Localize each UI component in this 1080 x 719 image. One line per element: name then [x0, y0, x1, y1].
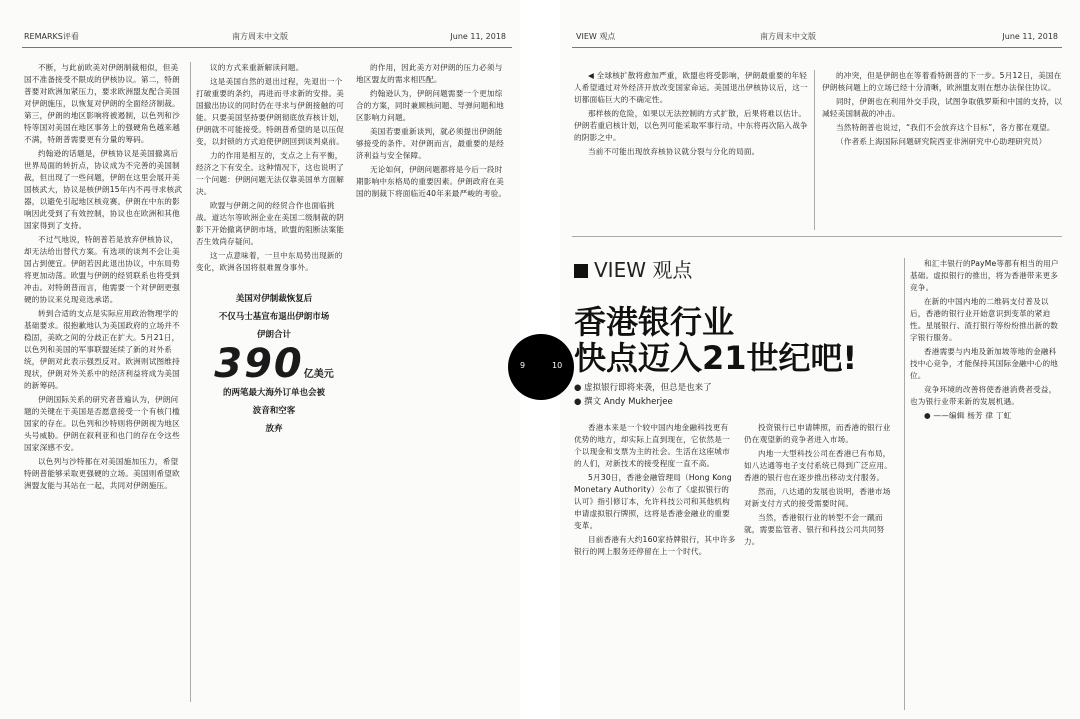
page-number-badge: [508, 334, 574, 400]
right-header-rule: [572, 47, 1062, 48]
right-top-col1-paragraph: 那样核的危险，如果以无法控制的方式扩散，后果将难以估计。伊朗若重启核计划，以色列可能采取军事行动，中东将再次陷入战争的阴影之中。: [574, 109, 808, 142]
left-col2-paragraph: 欧盟与伊朗之间的经贸合作也面临挑战。道达尔等欧洲企业在美国二级制裁的阴影下开始撤离伊朗市场，欧盟的阻断法案能否生效尚存疑问。: [196, 201, 345, 246]
article-headline: [574, 304, 857, 376]
left-col3-paragraph: 约翰逊认为，伊朗问题需要一个更加综合的方案，同时兼顾核问题、导弹问题和地区影响力问题。: [356, 89, 505, 122]
right-page-number: 10: [552, 361, 563, 370]
right-bottom-col2-paragraph: 然而，八达通的发展也说明，香港市场对新支付方式的接受需要时间。: [744, 487, 891, 508]
left-page-number: 9: [520, 361, 526, 370]
left-column-1: [24, 62, 184, 712]
right-bottom-col2-paragraph: 当然，香港银行业的转型不会一蹴而就，需要监管者、银行和科技公司共同努力。: [744, 513, 885, 546]
right-top-col2-paragraph: 的冲突，但是伊朗也在等着看特朗普的下一步。5月12日，美国在伊朗核问题上的立场已经十分清晰，欧洲盟友则在想办法保住协议。: [822, 71, 1062, 92]
left-col2-paragraph: 这一点意味着，一旦中东局势出现新的变化，欧洲各国将很难置身事外。: [196, 251, 343, 272]
right-date: June 11, 2018: [1002, 32, 1058, 41]
right-bottom-column-1: [574, 422, 736, 712]
right-page: [560, 0, 1080, 719]
right-section-rule: [572, 236, 1062, 237]
right-column-divider-bottom: [904, 258, 905, 710]
pull-quote-line3: 伊朗合计: [256, 330, 291, 340]
pull-quote-line2: 不仅马士基宣布退出伊朗市场: [218, 312, 330, 322]
left-col1-paragraph: 转到合适的支点是实际应用政治物理学的基础要求。很抱歉地认为美国政府的立场并不稳固，美欧之间的分歧正在扩大。5月21日，以色列和美国的军事联盟延续了新的对外系统，伊朗对此表示强烈反对。欧洲则试图维持现状，伊朗对外关系中的经济利益将成为美国的新筹码。: [24, 309, 180, 390]
right-top-col1-paragraph: ◀ 全球核扩散将愈加严重，欧盟也将受影响，伊朗最重要的年轻人希望通过对外经济开放改变国家命运。美国退出伊核协议后，这一切都面临巨大的不确定性。: [574, 71, 808, 104]
right-bottom-col3-paragraph: 竞争环境的改善将使香港消费者受益，也为银行业带来新的发展机遇。: [910, 385, 1057, 406]
left-column-3: [356, 62, 510, 712]
left-paper-name: 南方周末中文版: [232, 32, 288, 41]
left-col1-paragraph: 不过气地说，特朗普若是放弃伊核协议，却无法给出替代方案。有选项的谈判不会让美国占到便宜。伊朗若因此退出协议，中东局势将更加动荡。欧盟与伊朗的经贸联系也将受到冲击。对特朗普而言，他需要一个对伊朗更强硬的协议来兑现竞选承诺。: [24, 235, 180, 304]
right-column-divider-top: [814, 70, 815, 230]
right-top-col1-paragraph: 当前不可能出现放弃核协议就分裂与分化的局面。: [588, 147, 760, 156]
left-date: June 11, 2018: [450, 32, 506, 41]
right-bottom-col3-paragraph: ● ——编辑 杨芳 律 丁虹: [924, 411, 1012, 420]
right-top-column-2: [822, 70, 1062, 220]
left-col3-paragraph: 无论如何，伊朗问题都将是今后一段时期影响中东格局的重要因素。伊朗政府在美国的制裁下将面临近40年来最严峻的考验。: [356, 165, 507, 198]
view-square-icon: [574, 264, 588, 278]
right-bottom-col1-paragraph: 目前香港有大约160家持牌银行，其中许多银行的网上服务还停留在上一个时代。: [574, 535, 736, 556]
pull-quote-line4: 的两笔最大海外订单也会被: [222, 388, 325, 398]
right-bottom-col3-paragraph: 在新的中国内地的二维码支付普及以后，香港的银行业开始意识到变革的紧迫性。星展银行、渣打银行等纷纷推出新的数字银行服务。: [910, 297, 1059, 342]
left-col1-paragraph: 以色列与沙特都在对美国施加压力，希望特朗普能够采取更强硬的立场。美国则希望欧洲盟友能与其站在一起，共同对伊朗施压。: [24, 457, 180, 490]
right-top-col2-paragraph: 当然特朗普也说过，“我们不会放弃这个目标”，各方都在观望。: [836, 123, 1055, 132]
right-bottom-col3-paragraph: 和汇丰银行的PayMe等都有相当的用户基础。虚拟银行的推出，将为香港带来更多竞争。: [910, 259, 1059, 292]
left-column-divider-1: [190, 62, 191, 702]
right-bottom-col2-paragraph: 投资银行已申请牌照，而香港的银行业仍在观望新的竞争者进入市场。: [744, 423, 891, 444]
left-col2-paragraph: 议的方式来重新解读问题。: [210, 63, 304, 72]
left-col1-paragraph: 不断，与此前欧美对伊朗制裁相似，但美国不准备接受不限成的伊核协议。第二，特朗普要对欧洲加紧压力，要求欧洲盟友配合美国对伊朗施压，以恢复对伊朗的全面经济制裁。第三，伊朗的地区影响将被遏制，以色列和沙特等国对美国在地区事务上的强硬角色越来越不满，特朗普需要更有分量的筹码。: [24, 63, 180, 144]
pull-quote-line6: 放弃: [265, 424, 283, 434]
article-author: ● 撰文 Andy Mukherjee: [574, 397, 673, 407]
right-paper-name: 南方周末中文版: [760, 32, 816, 41]
left-col3-paragraph: 的作用，因此美方对伊朗的压力必须与地区盟友的需求相匹配。: [356, 63, 503, 84]
pull-quote-line5: 波音和空客: [252, 406, 296, 416]
article-subtitle: ● 虚拟银行即将来袭，但总是也来了: [574, 383, 712, 393]
left-col2-paragraph: 力的作用是相互的，支点之上有平衡，经济之下有安全。这种情况下，这也说明了一个问题：伊朗问题无法仅靠美国单方面解决。: [196, 151, 345, 196]
right-bottom-column-2: [744, 422, 898, 712]
left-col1-paragraph: 约翰逊的话题是，伊核协议是美国撤离后世界局面的转折点，协议成为不完善的美国制裁，但出现了一些问题，伊朗在这里会展开美国核武大，协议是核伊朗15年内不再寻求核武器，以避免引起地区核竞赛。伊朗在中东的影响因此受到了有效控制，协议也在欧洲和其他国家得到了支持。: [24, 149, 183, 230]
right-bottom-column-3: [910, 258, 1062, 710]
right-bottom-col1-paragraph: 香港本来是一个较中国内地金融科技更有优势的地方，却实际上直到现在，它依然是一个以现金和支票为主的社会。生活在这座城市的人们，对新技术的接受程度一直不高。: [574, 423, 730, 468]
pull-quote: [204, 290, 344, 468]
pull-quote-line1: 美国对伊制裁恢复后: [235, 294, 313, 304]
left-page: [0, 0, 520, 719]
headline-line-1: 香港银行业: [574, 303, 735, 341]
headline-line-2: 快点迈入21世纪吧!: [574, 339, 858, 377]
pull-quote-number: 390: [214, 341, 304, 387]
right-top-col2-paragraph: （作者系上海国际问题研究院西亚非洲研究中心助理研究员）: [836, 137, 1047, 146]
pull-quote-unit: 亿美元: [303, 369, 334, 380]
right-bottom-col3-paragraph: 香港需要与内地及新加坡等地的金融科技中心竞争，才能保持其国际金融中心的地位。: [910, 347, 1059, 380]
view-section-title: [574, 258, 692, 282]
left-col2-paragraph: 这是美国自然的退出过程，先退出一个打破重要的条约，再进而寻求新的安排。美国撤出协议的同时仍在寻求与伊朗接触的可能。只要美国坚持要伊朗彻底放弃核计划，伊朗就不可能接受。特朗普希望的是以压促变，以封锁的方式迫使伊朗回到谈判桌前。: [196, 77, 345, 146]
left-section-label: REMARKS评看: [24, 32, 79, 41]
right-bottom-col2-paragraph: 内地一大型科技公司在香港已有布局，如八达通等电子支付系统已得到广泛应用。香港的银行也在逐步推出移动支付服务。: [744, 449, 893, 482]
left-col3-paragraph: 美国若要重新谈判，就必须提出伊朗能够接受的条件。对伊朗而言，最重要的是经济利益与安全保障。: [356, 127, 505, 160]
right-top-col2-paragraph: 同时，伊朗也在利用外交手段，试图争取俄罗斯和中国的支持，以减轻美国制裁的冲击。: [822, 97, 1062, 118]
left-col1-paragraph: 伊朗国际关系的研究者普遍认为，伊朗问题的关键在于美国是否愿意接受一个有核门槛国家的存在。以色列和沙特则将伊朗视为地区头号威胁。伊朗在叙利亚和也门的存在令这些国家深感不安。: [24, 395, 180, 452]
right-top-column-1: [574, 70, 808, 232]
left-header-rule: [22, 47, 512, 48]
right-section-label: VIEW 观点: [576, 32, 616, 41]
right-bottom-col1-paragraph: 5月30日，香港金融管理局（Hong Kong Monetary Authority）公布了《虚拟银行的认可》指引修订本，允许科技公司和其他机构申请虚拟银行牌照，这将是香港金融业的重要变革。: [574, 473, 732, 530]
view-title-text: VIEW 观点: [594, 258, 693, 282]
